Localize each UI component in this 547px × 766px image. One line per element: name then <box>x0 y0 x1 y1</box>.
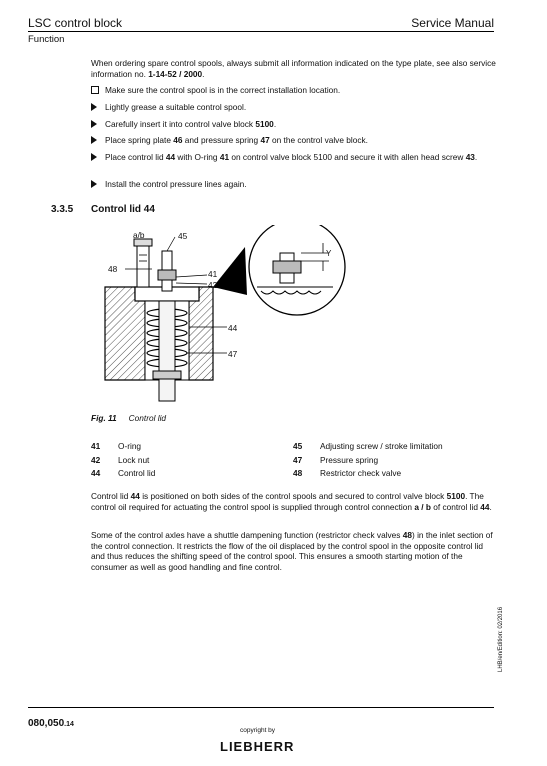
page-code-main: 080,050 <box>28 718 65 729</box>
page-code-sub: .14 <box>64 721 74 728</box>
intro-text-end: . <box>202 68 205 79</box>
para-bold: a / b <box>414 501 431 512</box>
callout-42: 42 <box>208 280 218 290</box>
section-title: Control lid 44 <box>91 204 155 215</box>
figure-caption <box>91 413 166 423</box>
para-text: is positioned on both sides of the control spools and secured to control valve block <box>139 491 447 501</box>
dampening-paragraph <box>91 530 496 572</box>
step-text: . <box>474 152 478 162</box>
step-bold: 5100 <box>255 119 274 129</box>
para-text: of control lid <box>430 501 481 512</box>
legend-text: Adjusting screw / stroke limitation <box>320 441 443 451</box>
para-bold: 5100 <box>446 491 466 501</box>
legend-number: 41 <box>91 441 101 451</box>
arrow-bullet-icon <box>91 102 103 114</box>
arrow-bullet-icon <box>91 119 103 131</box>
step-text: and pressure spring <box>182 135 261 145</box>
callout-41: 41 <box>208 269 218 279</box>
legend-number: 47 <box>293 455 303 465</box>
para-bold: 48 <box>402 530 412 540</box>
legend-text: Lock nut <box>118 455 150 465</box>
footer-rule <box>28 707 494 708</box>
step-bold: 43 <box>465 152 475 162</box>
step-text: Carefully insert it into control valve block <box>105 119 256 129</box>
detail-y-label: Y <box>326 249 332 258</box>
intro-text: When ordering spare control spools, always submit all information indicated on the type plate, see also service information no. <box>91 58 496 79</box>
callout-47: 47 <box>228 349 238 359</box>
step-text: Make sure the control spool is in the correct installation location. <box>105 85 341 95</box>
para-text: Some of the control axles have a shuttle dampening function (restrictor check valves <box>91 530 403 540</box>
header-rule <box>28 31 494 32</box>
legend-number: 45 <box>293 441 303 451</box>
legend-item <box>293 468 493 480</box>
edition-label: LHB/en/Edition: 02/2016 <box>498 606 504 672</box>
manual-title: Service Manual <box>411 16 494 30</box>
copyright-text: copyright by <box>240 727 276 734</box>
legend-item <box>293 455 493 467</box>
arrow-bullet-icon <box>91 135 103 147</box>
arrow-bullet-icon <box>91 179 103 191</box>
intro-paragraph <box>91 58 496 79</box>
step-bold: 44 <box>165 152 176 162</box>
page-code <box>28 718 74 729</box>
callout-48: 48 <box>108 264 118 274</box>
para-text: . The control oil required for actuating the control spool is supplied through control connection <box>91 491 484 512</box>
step-text: Place control lid <box>105 152 166 162</box>
section-label: Function <box>28 34 65 45</box>
step-bold: 41 <box>219 152 230 162</box>
figure-number: Fig. 11 <box>91 413 117 423</box>
legend-number: 48 <box>293 468 303 478</box>
legend-number: 44 <box>91 468 101 478</box>
control-lid-diagram <box>95 225 360 405</box>
legend-item <box>91 441 291 453</box>
para-bold: 44 <box>480 501 490 512</box>
checkbox-icon <box>91 85 103 97</box>
section-number: 3.3.5 <box>51 204 74 215</box>
para-text: ) in the inlet section of the control connection. It restricts the flow of the oil displaced by the control spool in the opposite control lid and thus reduces the shifting speed of the control spool. This ensures a smooth starting motion of the consumer as well as good handling and fine control. <box>91 530 493 572</box>
service-info-ref: 1-14-52 / 2000 <box>148 68 203 79</box>
legend-text: Control lid <box>118 468 156 478</box>
arrow-bullet-icon <box>91 152 103 164</box>
description-paragraph <box>91 491 496 512</box>
document-title: LSC control block <box>28 16 123 30</box>
legend-item <box>91 468 291 480</box>
legend-item <box>91 455 291 467</box>
step-text: . <box>273 119 277 129</box>
para-text: Control lid <box>91 491 131 501</box>
step-text: with O-ring <box>175 152 220 162</box>
step-text: Lightly grease a suitable control spool. <box>105 102 247 112</box>
para-text: . <box>489 501 492 512</box>
figure-title: Control lid <box>128 413 167 423</box>
step-text: on the control valve block. <box>269 135 368 145</box>
legend-text: O-ring <box>118 441 142 451</box>
step-bold: 47 <box>260 135 270 145</box>
legend-text: Restrictor check valve <box>320 468 402 478</box>
callout-44: 44 <box>228 323 238 333</box>
para-bold: 44 <box>130 491 140 501</box>
legend-number: 42 <box>91 455 101 465</box>
label-ab: a/b <box>133 230 145 240</box>
step-text: Place spring plate <box>105 135 174 145</box>
liebherr-logo: LIEBHERR <box>220 739 295 754</box>
legend-text: Pressure spring <box>320 455 379 465</box>
step-text: Install the control pressure lines again. <box>105 179 247 189</box>
step-bold: 46 <box>173 135 183 145</box>
callout-45: 45 <box>178 231 188 241</box>
step-text: on control valve block 5100 and secure it with allen head screw <box>229 152 466 162</box>
legend-item <box>293 441 493 453</box>
